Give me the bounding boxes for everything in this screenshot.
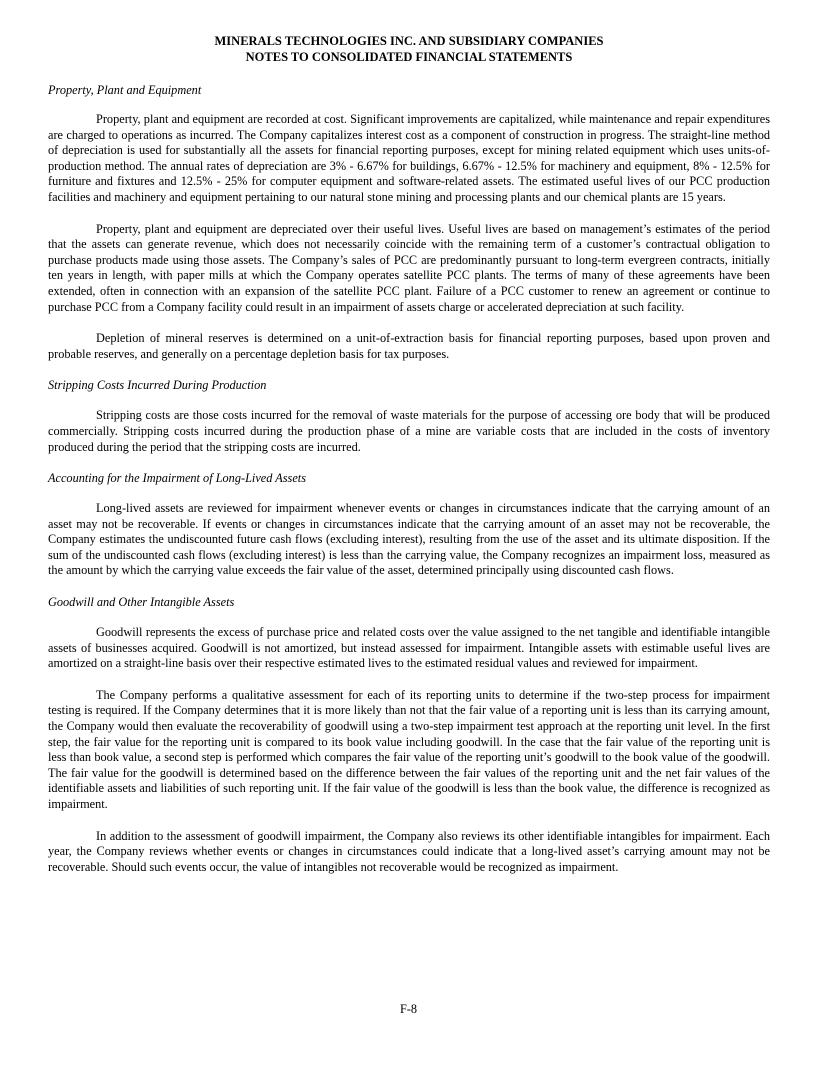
document-title: NOTES TO CONSOLIDATED FINANCIAL STATEMENTS <box>245 50 573 64</box>
section-heading-stripping-costs: Stripping Costs Incurred During Production <box>48 378 267 393</box>
paragraph-ppe-2: Property, plant and equipment are depreciated over their useful lives. Useful lives are based on management’s estimates of the period that the assets can generate revenue, which does not necessarily coincide with the remaining term of a customer’s contractual obligation to purchase products made using those assets. The Company’s sales of PCC are predominantly pursuant to long-term evergreen contracts, initially ten years in length, with paper mills at which the Company operates satellite PCC plants. The terms of many of these agreements have been extended, often in connection with an expansion of the satellite PCC plant. Failure of a PCC customer to renew an agreement or continue to purchase PCC from a Company facility could result in an impairment of assets charge or accelerated depreciation at such facility. <box>48 221 770 314</box>
paragraph-impairment: Long-lived assets are reviewed for impairment whenever events or changes in circumstances indicate that the carrying amount of an asset may not be recoverable. If events or changes in circumstances indicate that the carrying amount of an asset may not be recoverable, the Company estimates the undiscounted future cash flows (excluding interest), resulting from the use of the asset and its ultimate disposition. If the sum of the undiscounted cash flows (excluding interest) is less than the carrying value, the Company recognizes an impairment loss, measured as the amount by which the carrying value exceeds the fair value of the asset, determined principally using discounted cash flows. <box>48 501 770 578</box>
paragraph-ppe-3: Depletion of mineral reserves is determined on a unit-of-extraction basis for financial reporting purposes, based upon proven and probable reserves, and generally on a percentage depletion basis for tax purposes. <box>48 331 770 361</box>
company-header: MINERALS TECHNOLOGIES INC. AND SUBSIDIARY COMPANIES <box>214 34 604 48</box>
paragraph-ppe-1: Property, plant and equipment are recorded at cost. Significant improvements are capitalized, while maintenance and repair expenditures are charged to operations as incurred. The Company capitalizes interest cost as a component of construction in progress. The straight-line method of depreciation is used for substantially all the assets for financial reporting purposes, except for mining related equipment which uses units-of-production method. The annual rates of depreciation are 3% - 6.67% for buildings, 6.67% - 12.5% for machinery and equipment, 8% - 12.5% for furniture and fixtures and 12.5% - 25% for computer equipment and software-related assets. The estimated useful lives of our PCC production facilities and machinery and equipment pertaining to our natural stone mining and processing plants and our chemical plants are 15 years. <box>48 112 770 204</box>
section-heading-goodwill: Goodwill and Other Intangible Assets <box>48 595 235 610</box>
paragraph-goodwill-2: The Company performs a qualitative assessment for each of its reporting units to determine if the two-step process for impairment testing is required. If the Company determines that it is more likely than not that the fair value of a reporting unit is less than its carrying amount, the Company would then evaluate the recoverability of goodwill using a two-step impairment test approach at the reporting unit level. In the first step, the fair value for the reporting unit is compared to its book value including goodwill. In the case that the fair value of the reporting unit is less than book value, a second step is performed which compares the fair value of the reporting unit’s goodwill to the book value of the goodwill. The fair value for the goodwill is determined based on the difference between the fair values of the reporting unit and the net fair values of the identifiable assets and liabilities of such reporting unit. If the fair value of the goodwill is less than the book value, the difference is recognized as impairment. <box>48 687 770 811</box>
section-heading-impairment: Accounting for the Impairment of Long-Lived Assets <box>48 471 306 486</box>
page-number: F-8 <box>399 1002 418 1016</box>
paragraph-goodwill-1: Goodwill represents the excess of purchase price and related costs over the value assigned to the net tangible and identifiable intangible assets of businesses acquired. Goodwill is not amortized, but instead assessed for impairment. Intangible assets with estimable useful lives are amortized on a straight-line basis over their respective estimated lives to the estimated residual values and reviewed for impairment. <box>48 625 770 671</box>
paragraph-goodwill-3: In addition to the assessment of goodwill impairment, the Company also reviews its other identifiable intangibles for impairment. Each year, the Company reviews whether events or changes in circumstances could indicate that a long-lived asset’s carrying amount may not be recoverable. Should such events occur, the value of intangibles not recoverable would be recognized as impairment. <box>48 828 770 874</box>
section-heading-ppe: Property, Plant and Equipment <box>48 83 202 97</box>
document-page <box>48 33 770 875</box>
paragraph-stripping-costs: Stripping costs are those costs incurred for the removal of waste materials for the purpose of accessing ore body that will be produced commercially. Stripping costs incurred during the production phase of a mine are variable costs that are included in the costs of inventory produced during the period that the stripping costs are incurred. <box>48 408 770 454</box>
